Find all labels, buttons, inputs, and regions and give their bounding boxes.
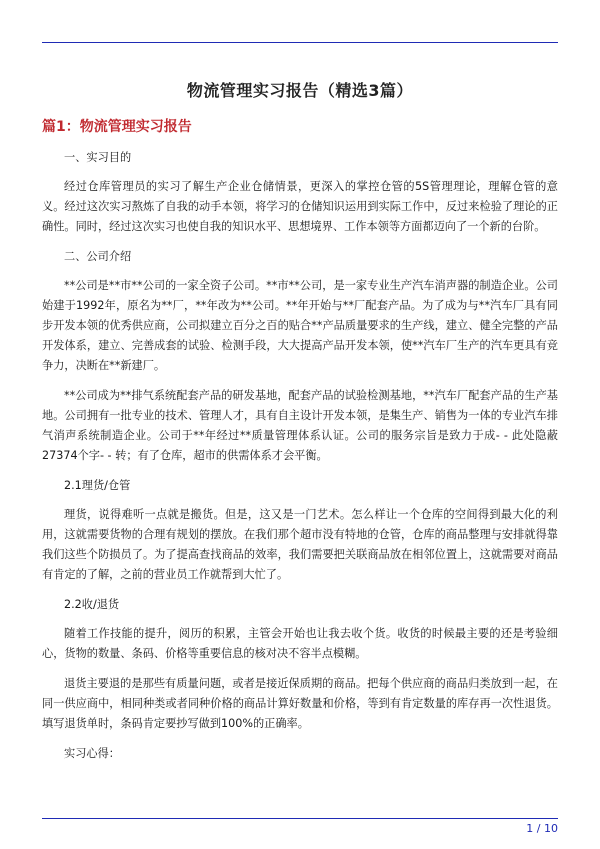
paragraph-company-1: **公司是**市**公司的一家全资子公司。**市**公司，是一家专业生产汽车消声器的制造企业。公司始建于1992年，原名为**厂，**年改为**公司。**年开始与**厂配套产品。为了成为与**汽车厂具有同步开发本领的优秀供应商，公司拟建立百分之百的贴合**产品质量要求的生产线，建立、健全完整的产品开发体系，建立、完善成套的试验、检测手段，大大提高产品开发本领，使**汽车厂生产的汽车更具有竞争力，决断在**新建厂。 (42, 279, 558, 372)
paragraph-company-2: **公司成为**排气系统配套产品的研发基地，配套产品的试验检测基地，**汽车厂配套产品的生产基地。公司拥有一批专业的技术、管理人才，具有自主设计开发本领，是集生产、销售为一体的专业汽车排气消声系统制造企业。公司于**年经过**质量管理体系认证。公司的服务宗旨是致力于成- - 此处隐蔽27374个字- - 转；有了仓库，超市的供需体系才会平衡。 (42, 389, 558, 462)
section-subtitle: 篇1：物流管理实习报告 (42, 119, 192, 135)
paragraph-purpose: 经过仓库管理员的实习了解生产企业仓储情景，更深入的掌控仓管的5S管理理论，理解仓管的意义。经过这次实习熬炼了自我的动手本领，将学习的仓储知识运用到实际工作中，反过来检验了理论的正确性。同时，经过这次实习也使自我的知识水平、思想境界、工作本领等方面都迈向了一个新的台阶。 (42, 180, 558, 233)
paragraph-warehouse: 理货，说得难听一点就是搬货。但是，这又是一门艺术。怎么样让一个仓库的空间得到最大化的利用，这就需要货物的合理有规划的摆放。在我们那个超市没有特地的仓管，仓库的商品整理与安排就得靠我们这些个防损员了。为了提高查找商品的效率，我们需要把关联商品放在相邻位置上，这就需要对商品有肯定的了解，之前的营业员工作就帮到大忙了。 (42, 508, 558, 581)
heading-reflection: 实习心得： (64, 747, 120, 760)
page-number: 1 / 10 (526, 822, 558, 835)
heading-receiving: 2.2收/退货 (64, 598, 120, 611)
footer-rule (42, 818, 558, 819)
heading-warehouse: 2.1理货/仓管 (64, 479, 131, 492)
heading-company: 二、公司介绍 (64, 250, 132, 263)
header-rule (42, 42, 558, 43)
document-body (42, 148, 558, 773)
document-title: 物流管理实习报告（精选3篇） (186, 81, 414, 100)
paragraph-receiving: 随着工作技能的提升，阅历的积累，主管会开始也让我去收个货。收货的时候最主要的还是考验细心，货物的数量、条码、价格等重要信息的核对决不容半点模糊。 (42, 627, 558, 660)
heading-purpose: 一、实习目的 (64, 151, 132, 164)
paragraph-returns: 退货主要退的是那些有质量问题，或者是接近保质期的商品。把每个供应商的商品归类放到一起，在同一供应商中，相同种类或者同种价格的商品计算好数量和价格，等到有肯定数量的库存再一次性退货。填写退货单时，条码肯定要抄写做到100%的正确率。 (42, 677, 558, 730)
